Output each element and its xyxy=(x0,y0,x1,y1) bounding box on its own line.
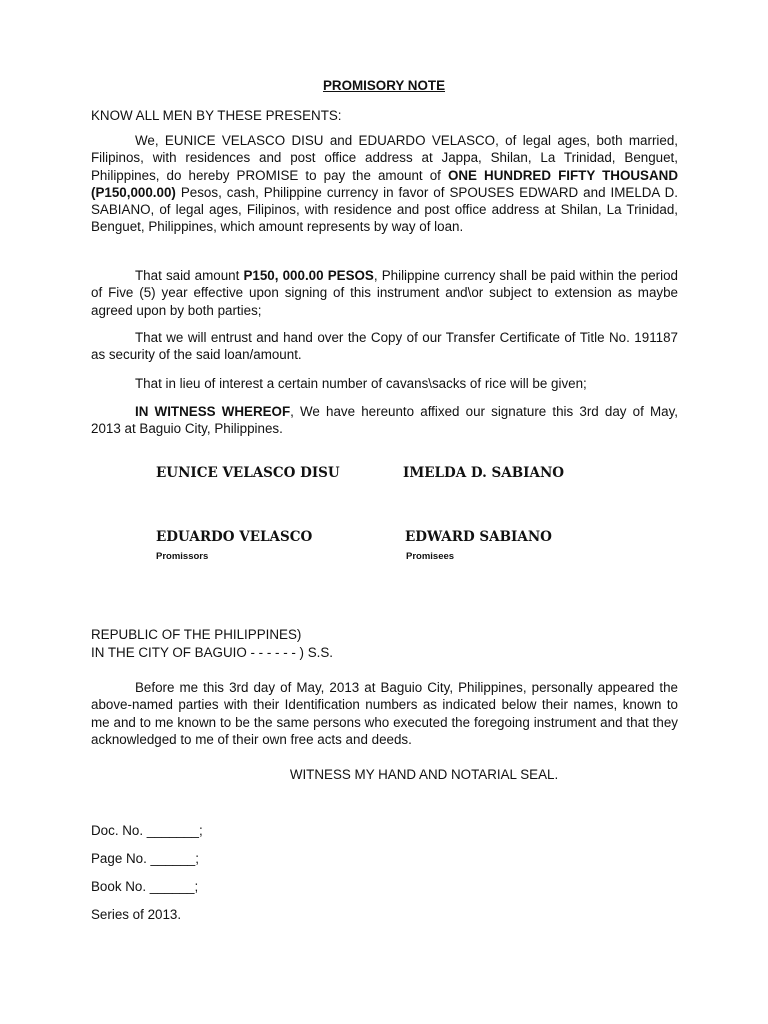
opening-line: KNOW ALL MEN BY THESE PRESENTS: xyxy=(91,108,342,123)
promisees-label: Promisees xyxy=(406,551,455,562)
amount-figure: P150, 000.00 PESOS xyxy=(243,268,374,283)
paragraph-promise-text-2: Pesos, cash, Philippine currency in favor of SPOUSES EDWARD and IMELDA D. SABIANO, of legal ages, Filipinos, with residence and post office address at Shilan, La Trinidad, Benguet, Philippines, which amount represents by way of loan. xyxy=(91,184,678,235)
paragraph-security: That we will entrust and hand over the Copy of our Transfer Certificate of Title No. 191187 as security of the said loan/amount. xyxy=(91,330,678,363)
signature-promissor-1: EUNICE VELASCO DISU xyxy=(156,465,340,481)
paragraph-interest: That in lieu of interest a certain number of cavans\sacks of rice will be given; xyxy=(135,376,587,391)
witness-whereof-heading: IN WITNESS WHEREOF xyxy=(135,404,291,419)
payment-terms-text-1: That said amount xyxy=(135,268,244,283)
promissors-label: Promissors xyxy=(156,551,209,562)
payment-terms-text-2: , Philippine currency shall be paid within the period of Five (5) year effective upon signing of this instrument and\or subject to extension as maybe agreed upon by both parties; xyxy=(91,268,678,318)
series-year: Series of 2013. xyxy=(91,907,182,922)
book-number: Book No. ______; xyxy=(91,879,199,894)
paragraph-witness-whereof xyxy=(91,403,678,438)
doc-number: Doc. No. _______; xyxy=(91,823,203,838)
notarial-seal-line: WITNESS MY HAND AND NOTARIAL SEAL. xyxy=(289,767,559,782)
page-number: Page No. ______; xyxy=(91,851,199,866)
witness-whereof-text: , We have hereunto affixed our signature this 3rd day of May, 2013 at Baguio City, Philippines. xyxy=(91,404,678,437)
amount-in-words: ONE HUNDRED FIFTY THOUSAND (P150,000.00) xyxy=(91,167,678,200)
venue-city: IN THE CITY OF BAGUIO - - - - - - ) S.S. xyxy=(91,645,334,660)
signature-promisee-1: IMELDA D. SABIANO xyxy=(403,465,565,481)
signature-promisee-2: EDWARD SABIANO xyxy=(405,529,552,545)
paragraph-promise-text-1: We, EUNICE VELASCO DISU and EDUARDO VELASCO, of legal ages, both married, Filipinos, with residences and post office address at Jappa, Shilan, La Trinidad, Benguet, Philippines, do hereby PROMISE to pay the amount of xyxy=(91,133,678,183)
signature-promissor-2: EDUARDO VELASCO xyxy=(156,529,313,545)
paragraph-promise xyxy=(91,132,678,236)
acknowledgment-paragraph: Before me this 3rd day of May, 2013 at Baguio City, Philippines, personally appeared the above-named parties with their Identification numbers as indicated below their names, known to me and to me known to be the same persons who executed the foregoing instrument and that they acknowledged to me of their own free acts and deeds. xyxy=(91,680,678,747)
paragraph-payment-terms xyxy=(91,267,678,319)
venue-republic: REPUBLIC OF THE PHILIPPINES) xyxy=(91,627,302,642)
document-title: PROMISORY NOTE xyxy=(322,78,446,93)
